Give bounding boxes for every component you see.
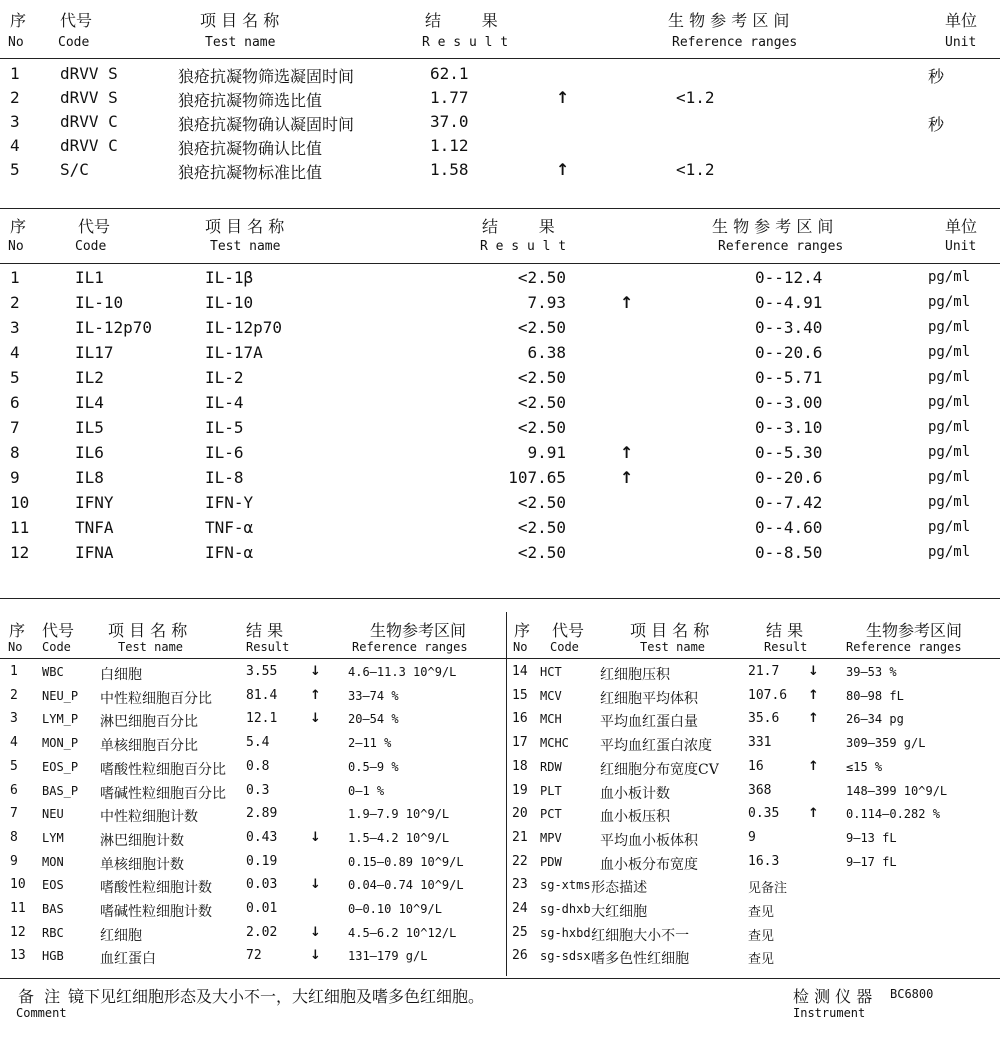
blood-count-table — [0, 598, 1000, 1018]
row-number: 16 — [512, 711, 528, 727]
row-number: 11 — [10, 518, 30, 537]
test-name: 嗜碱性粒细胞计数 — [100, 904, 212, 920]
test-name: IFN-α — [205, 543, 254, 562]
test-code: MPV — [540, 830, 562, 845]
row-number: 9 — [10, 853, 18, 869]
row-number: 17 — [512, 735, 528, 751]
unit: pg/ml — [928, 269, 971, 285]
test-name: IL-8 — [205, 468, 244, 487]
header-name-en: Test name — [210, 239, 281, 254]
test-name: 单核细胞计数 — [100, 856, 184, 873]
header-result-en: R e s u l t — [422, 35, 509, 50]
row-number: 4 — [10, 136, 20, 155]
header-unit-cn: 单位 — [945, 11, 978, 30]
row-number: 21 — [512, 829, 528, 845]
flag-arrow: ↓ — [808, 664, 819, 679]
reference-range: 0--4.60 — [755, 518, 823, 537]
test-name: 大红细胞 — [591, 904, 648, 920]
instrument-label: 检 测 仪 器 — [793, 987, 873, 1006]
result-value: 2.89 — [246, 806, 278, 822]
header-no-cn: 序 — [10, 217, 27, 236]
result-value: 0.01 — [246, 901, 278, 916]
test-code: LYM_P — [42, 712, 79, 727]
header-result-en: Result — [764, 640, 808, 654]
test-code: sg-dhxb — [540, 902, 591, 916]
row-number: 3 — [10, 318, 20, 337]
header-ref-cn: 生 物 参 考 区 间 — [668, 11, 790, 30]
result-value: 35.6 — [748, 711, 780, 727]
reference-range: 0.15—0.89 10^9/L — [348, 854, 464, 869]
result-value: 81.4 — [246, 687, 278, 703]
test-name: 红细胞压积 — [600, 667, 670, 683]
test-name: 嗜多色性红细胞 — [591, 951, 690, 968]
reference-range: 9—13 fL — [846, 830, 897, 845]
result-value: 368 — [748, 782, 772, 798]
flag-arrow: ↓ — [310, 948, 321, 964]
reference-range: 0.114—0.282 % — [846, 807, 940, 822]
test-name: 血小板压积 — [600, 809, 670, 826]
reference-range: 0--4.91 — [755, 293, 823, 312]
comment-label: 备 注 — [18, 987, 61, 1006]
result-value: 21.7 — [748, 664, 780, 679]
reference-range: 26—34 pg — [846, 712, 904, 727]
result-value: 12.1 — [246, 711, 278, 727]
test-code: RDW — [540, 759, 562, 774]
test-name: 红细胞分布宽度CV — [600, 761, 719, 778]
test-code: IL2 — [75, 368, 104, 387]
test-code: PCT — [540, 807, 562, 822]
test-code: IFNA — [75, 543, 114, 562]
unit: 秒 — [928, 67, 945, 86]
row-number: 11 — [10, 901, 26, 916]
result-value: 0.43 — [246, 829, 278, 845]
row-number: 1 — [10, 268, 20, 287]
header-no-cn: 序 — [514, 621, 531, 640]
test-code: LYM — [42, 830, 64, 845]
result-value: 3.55 — [246, 664, 278, 679]
reference-range: 0--8.50 — [755, 543, 823, 562]
result-value: <2.50 — [517, 318, 566, 337]
row-number: 12 — [10, 543, 30, 562]
test-code: MON_P — [42, 736, 79, 751]
comment-label-en: Comment — [16, 1006, 67, 1020]
test-name: 血红蛋白 — [100, 951, 156, 968]
row-number: 22 — [512, 853, 528, 869]
header-result-cn: 结 果 — [482, 217, 555, 236]
reference-range: 0--5.30 — [755, 443, 823, 462]
unit: pg/ml — [928, 444, 971, 460]
header-divider — [0, 58, 1000, 59]
test-name: IFN-Y — [205, 493, 254, 512]
test-code: IL4 — [75, 393, 104, 412]
test-name: 红细胞平均体积 — [600, 690, 698, 707]
test-code: PDW — [540, 854, 562, 869]
row-number: 1 — [10, 664, 18, 679]
header-result-cn: 结 果 — [766, 621, 804, 640]
header-unit-cn: 单位 — [945, 217, 978, 236]
header-unit-en: Unit — [945, 35, 977, 50]
reference-range: 0.04—0.74 10^9/L — [348, 878, 464, 893]
test-code: dRVV C — [60, 112, 118, 131]
result-value: 查见 — [748, 928, 775, 944]
header-unit-en: Unit — [945, 239, 977, 254]
header-ref-en: Reference ranges — [672, 35, 798, 50]
row-number: 7 — [10, 418, 20, 437]
reference-range: 0--3.00 — [755, 393, 823, 412]
test-name: 狼疮抗凝物标准比值 — [178, 163, 323, 182]
header-divider — [0, 263, 1000, 264]
test-code: IL-12p70 — [75, 318, 153, 337]
test-name: 血小板计数 — [600, 785, 670, 802]
flag-arrow: ↑ — [310, 687, 321, 703]
header-divider — [0, 658, 1000, 659]
test-name: 狼疮抗凝物筛选比值 — [178, 91, 323, 110]
unit: pg/ml — [928, 319, 971, 335]
header-ref-en: Reference ranges — [846, 640, 962, 654]
test-code: MCH — [540, 712, 562, 727]
test-code: IFNY — [75, 493, 114, 512]
header-code-en: Code — [550, 640, 579, 654]
row-number: 3 — [10, 711, 18, 727]
flag-arrow: ↑ — [556, 88, 570, 107]
unit: pg/ml — [928, 394, 971, 410]
header-ref-cn: 生物参考区间 — [866, 621, 963, 640]
header-code-en: Code — [42, 640, 71, 654]
header-code-en: Code — [58, 35, 90, 50]
header-name-en: Test name — [118, 640, 184, 654]
test-name: 红细胞大小不一 — [591, 927, 690, 944]
test-code: sg-hxbd — [540, 925, 591, 940]
header-ref-cn: 生 物 参 考 区 间 — [712, 217, 834, 236]
test-code: IL1 — [75, 268, 104, 287]
test-name: IL-5 — [205, 418, 244, 437]
test-name: 狼疮抗凝物确认凝固时间 — [178, 115, 355, 134]
test-code: dRVV S — [60, 64, 118, 83]
test-code: IL8 — [75, 468, 104, 487]
test-code: HGB — [42, 949, 64, 964]
test-code: MCHC — [540, 736, 569, 751]
result-value: 9.91 — [527, 443, 566, 462]
reference-range: 0--20.6 — [755, 468, 823, 487]
flag-arrow: ↑ — [556, 160, 570, 179]
test-code: S/C — [60, 160, 89, 179]
header-code-cn: 代号 — [552, 621, 585, 640]
result-value: 0.35 — [748, 806, 780, 822]
column-divider — [506, 612, 507, 976]
flag-arrow: ↑ — [620, 443, 634, 462]
header-code-en: Code — [75, 239, 107, 254]
result-value: 1.12 — [430, 136, 469, 155]
row-number: 1 — [10, 64, 20, 83]
reference-range: 0--3.40 — [755, 318, 823, 337]
header-name-cn: 项 目 名 称 — [630, 621, 710, 640]
test-code: sg-sdsx — [540, 949, 591, 964]
test-name: 平均血小板体积 — [600, 832, 698, 849]
unit: pg/ml — [928, 294, 971, 310]
test-code: sg-xtms — [540, 878, 591, 893]
test-name: 血小板分布宽度 — [600, 856, 698, 873]
row-number: 8 — [10, 829, 18, 845]
header-result-en: Result — [246, 640, 290, 654]
result-value: 查见 — [748, 952, 775, 968]
result-value: 0.03 — [246, 877, 278, 893]
row-number: 10 — [10, 877, 26, 893]
row-number: 2 — [10, 293, 20, 312]
reference-range: 1.5—4.2 10^9/L — [348, 830, 450, 845]
reference-range: 0--12.4 — [755, 268, 823, 287]
header-ref-en: Reference ranges — [718, 239, 844, 254]
row-number: 23 — [512, 877, 528, 893]
test-name: 单核细胞百分比 — [100, 738, 198, 755]
row-number: 14 — [512, 664, 528, 679]
test-name: TNF-α — [205, 518, 254, 537]
reference-range: 4.6—11.3 10^9/L — [348, 665, 457, 679]
test-name: IL-10 — [205, 293, 254, 312]
test-code: IL6 — [75, 443, 104, 462]
header-ref-cn: 生物参考区间 — [370, 621, 467, 640]
test-name: IL-2 — [205, 368, 244, 387]
test-name: 红细胞 — [100, 927, 142, 944]
flag-arrow: ↓ — [310, 711, 321, 727]
result-value: <2.50 — [517, 518, 566, 537]
test-name: 形态描述 — [591, 880, 648, 897]
header-name-en: Test name — [640, 640, 706, 654]
flag-arrow: ↑ — [620, 468, 634, 487]
result-value: 0.3 — [246, 782, 270, 798]
test-code: IL17 — [75, 343, 114, 362]
row-number: 10 — [10, 493, 30, 512]
reference-range: ≤15 % — [846, 759, 883, 774]
row-number: 2 — [10, 687, 18, 703]
result-value: 6.38 — [527, 343, 566, 362]
row-number: 2 — [10, 88, 20, 107]
header-no-en: No — [8, 35, 24, 50]
header-code-cn: 代号 — [78, 217, 111, 236]
reference-range: 0--7.42 — [755, 493, 823, 512]
row-number: 4 — [10, 735, 18, 751]
reference-range: 0--20.6 — [755, 343, 823, 362]
header-name-cn: 项 目 名 称 — [200, 11, 280, 30]
test-code: EOS — [42, 878, 64, 893]
test-code: IL5 — [75, 418, 104, 437]
result-value: 37.0 — [430, 112, 469, 131]
reference-range: 80—98 fL — [846, 688, 904, 703]
result-value: 107.6 — [748, 687, 788, 703]
reference-range: 0—1 % — [348, 783, 385, 798]
test-code: dRVV S — [60, 88, 118, 107]
test-name: 嗜酸性粒细胞计数 — [100, 880, 212, 897]
header-code-cn: 代号 — [60, 11, 93, 30]
result-value: 0.19 — [246, 853, 278, 869]
comment-text: 镜下见红细胞形态及大小不一，大红细胞及嗜多色红细胞。 — [68, 987, 485, 1006]
row-number: 12 — [10, 924, 26, 940]
test-name: 狼疮抗凝物筛选凝固时间 — [178, 67, 355, 86]
reference-range: 1.9—7.9 10^9/L — [348, 807, 450, 822]
test-name: 狼疮抗凝物确认比值 — [178, 139, 323, 158]
header-code-cn: 代号 — [42, 621, 75, 640]
reference-range: 0.5—9 % — [348, 759, 399, 774]
result-value: 0.8 — [246, 758, 270, 774]
result-value: <2.50 — [517, 493, 566, 512]
test-name: 嗜酸性粒细胞百分比 — [100, 761, 226, 778]
reference-range: 9—17 fL — [846, 854, 897, 869]
result-value: 62.1 — [430, 64, 469, 83]
test-name: 淋巴细胞百分比 — [100, 714, 198, 731]
row-number: 26 — [512, 948, 528, 964]
test-code: MON — [42, 854, 64, 869]
result-value: 1.77 — [430, 88, 469, 107]
flag-arrow: ↓ — [310, 829, 321, 845]
test-name: IL-12p70 — [205, 318, 283, 337]
test-name: 中性粒细胞百分比 — [100, 690, 212, 707]
test-name: IL-4 — [205, 393, 244, 412]
test-code: NEU — [42, 807, 64, 822]
test-code: MCV — [540, 688, 562, 703]
test-code: dRVV C — [60, 136, 118, 155]
test-name: 中性粒细胞计数 — [100, 809, 198, 826]
reference-range: <1.2 — [676, 160, 715, 179]
reference-range: 0--3.10 — [755, 418, 823, 437]
unit: pg/ml — [928, 544, 971, 560]
header-ref-en: Reference ranges — [352, 640, 468, 654]
header-no-en: No — [8, 239, 24, 254]
header-result-en: R e s u l t — [480, 239, 567, 254]
reference-range: 33—74 % — [348, 688, 399, 703]
reference-range: 148—399 10^9/L — [846, 783, 948, 798]
unit: pg/ml — [928, 519, 971, 535]
result-value: 107.65 — [508, 468, 566, 487]
reference-range: 131—179 g/L — [348, 949, 428, 964]
reference-range: <1.2 — [676, 88, 715, 107]
unit: pg/ml — [928, 469, 971, 485]
result-value: <2.50 — [517, 418, 566, 437]
cytokine-table — [0, 208, 1000, 588]
test-name: IL-1β — [205, 268, 254, 287]
header-name-en: Test name — [205, 35, 276, 50]
row-number: 3 — [10, 112, 20, 131]
lupus-anticoagulant-table — [0, 0, 1000, 200]
reference-range: 309—359 g/L — [846, 736, 926, 751]
flag-arrow: ↑ — [808, 711, 819, 727]
result-value: <2.50 — [517, 268, 566, 287]
footer-divider — [0, 978, 1000, 979]
test-code: BAS_P — [42, 783, 79, 798]
test-name: IL-17A — [205, 343, 263, 362]
test-code: NEU_P — [42, 688, 79, 703]
test-code: TNFA — [75, 518, 114, 537]
header-no-en: No — [513, 640, 528, 654]
row-number: 9 — [10, 468, 20, 487]
row-number: 6 — [10, 782, 18, 798]
row-number: 25 — [512, 924, 528, 940]
test-code: IL-10 — [75, 293, 124, 312]
result-value: <2.50 — [517, 368, 566, 387]
test-code: PLT — [540, 783, 562, 798]
row-number: 8 — [10, 443, 20, 462]
result-value: 331 — [748, 735, 772, 751]
result-value: 16 — [748, 758, 764, 774]
row-number: 4 — [10, 343, 20, 362]
row-number: 5 — [10, 160, 20, 179]
result-value: <2.50 — [517, 393, 566, 412]
test-name: 白细胞 — [100, 667, 142, 683]
instrument-value: BC6800 — [890, 987, 934, 1001]
header-no-en: No — [8, 640, 23, 654]
test-code: EOS_P — [42, 759, 79, 774]
unit: pg/ml — [928, 344, 971, 360]
header-result-cn: 结 果 — [246, 621, 284, 640]
row-number: 19 — [512, 782, 528, 798]
result-value: 72 — [246, 948, 262, 964]
test-name: 嗜碱性粒细胞百分比 — [100, 785, 226, 802]
flag-arrow: ↑ — [808, 758, 819, 774]
row-number: 18 — [512, 758, 528, 774]
unit: 秒 — [928, 115, 945, 134]
reference-range: 0--5.71 — [755, 368, 823, 387]
result-value: 9 — [748, 829, 756, 845]
result-value: 见备注 — [748, 881, 788, 897]
header-no-cn: 序 — [10, 11, 27, 30]
reference-range: 0—0.10 10^9/L — [348, 902, 442, 916]
header-name-cn: 项 目 名 称 — [205, 217, 285, 236]
result-value: 查见 — [748, 905, 775, 920]
test-code: RBC — [42, 925, 64, 940]
test-code: HCT — [540, 665, 562, 679]
unit: pg/ml — [928, 369, 971, 385]
row-number: 6 — [10, 393, 20, 412]
result-value: 16.3 — [748, 853, 780, 869]
test-name: 平均血红蛋白量 — [600, 714, 698, 731]
row-number: 5 — [10, 368, 20, 387]
instrument-label-en: Instrument — [793, 1006, 866, 1020]
row-number: 24 — [512, 901, 528, 916]
result-value: <2.50 — [517, 543, 566, 562]
row-number: 7 — [10, 806, 18, 822]
flag-arrow: ↓ — [310, 877, 321, 893]
test-name: 淋巴细胞计数 — [100, 832, 184, 849]
row-number: 20 — [512, 806, 528, 822]
test-code: BAS — [42, 902, 64, 916]
reference-range: 2—11 % — [348, 736, 392, 751]
reference-range: 4.5—6.2 10^12/L — [348, 925, 457, 940]
result-value: 5.4 — [246, 735, 270, 751]
result-value: 1.58 — [430, 160, 469, 179]
row-number: 5 — [10, 758, 18, 774]
header-no-cn: 序 — [9, 621, 26, 640]
flag-arrow: ↑ — [808, 687, 819, 703]
test-code: WBC — [42, 665, 64, 679]
unit: pg/ml — [928, 494, 971, 510]
flag-arrow: ↓ — [310, 664, 321, 679]
flag-arrow: ↑ — [620, 293, 634, 312]
result-value: 7.93 — [527, 293, 566, 312]
header-name-cn: 项 目 名 称 — [108, 621, 188, 640]
reference-range: 20—54 % — [348, 712, 399, 727]
header-result-cn: 结 果 — [425, 11, 498, 30]
flag-arrow: ↑ — [808, 806, 819, 822]
test-name: 平均血红蛋白浓度 — [600, 738, 712, 755]
row-number: 15 — [512, 687, 528, 703]
unit: pg/ml — [928, 419, 971, 435]
reference-range: 39—53 % — [846, 665, 897, 679]
flag-arrow: ↓ — [310, 924, 321, 940]
result-value: 2.02 — [246, 924, 278, 940]
test-name: IL-6 — [205, 443, 244, 462]
row-number: 13 — [10, 948, 26, 964]
